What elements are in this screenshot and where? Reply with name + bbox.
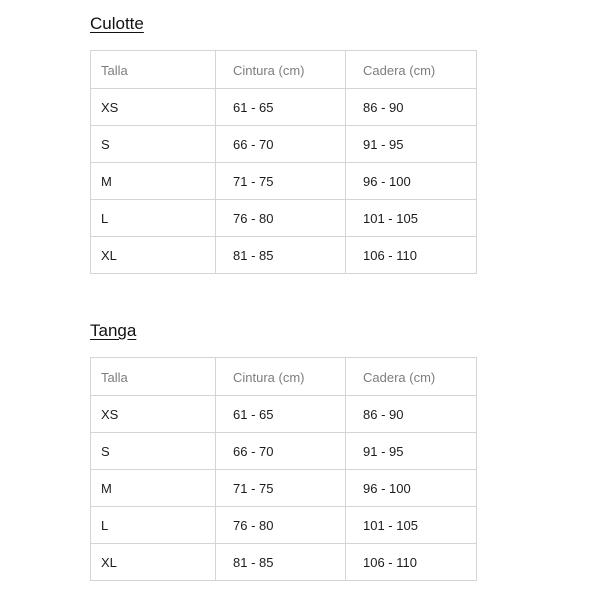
hip-cell: 96 - 100 [346, 163, 477, 200]
size-cell: S [91, 433, 216, 470]
section-culotte [90, 14, 612, 274]
waist-cell: 61 - 65 [216, 89, 346, 126]
waist-cell: 71 - 75 [216, 163, 346, 200]
column-header-cadera: Cadera (cm) [346, 51, 477, 89]
waist-cell: 71 - 75 [216, 470, 346, 507]
size-cell: XL [91, 544, 216, 581]
table-row [91, 200, 477, 237]
table-row [91, 51, 477, 89]
table-row [91, 507, 477, 544]
size-cell: XS [91, 396, 216, 433]
table-row [91, 126, 477, 163]
waist-cell: 81 - 85 [216, 237, 346, 274]
hip-cell: 106 - 110 [346, 237, 477, 274]
table-row [91, 544, 477, 581]
waist-cell: 66 - 70 [216, 126, 346, 163]
size-cell: M [91, 163, 216, 200]
hip-cell: 86 - 90 [346, 396, 477, 433]
table-row [91, 163, 477, 200]
hip-cell: 91 - 95 [346, 433, 477, 470]
size-cell: L [91, 200, 216, 237]
column-header-cintura: Cintura (cm) [216, 51, 346, 89]
size-cell: XS [91, 89, 216, 126]
section-title-tanga: Tanga [90, 321, 137, 340]
table-row [91, 396, 477, 433]
size-cell: M [91, 470, 216, 507]
size-cell: L [91, 507, 216, 544]
table-row [91, 358, 477, 396]
section-title-culotte: Culotte [90, 14, 144, 33]
waist-cell: 61 - 65 [216, 396, 346, 433]
hip-cell: 91 - 95 [346, 126, 477, 163]
column-header-talla: Talla [91, 51, 216, 89]
hip-cell: 96 - 100 [346, 470, 477, 507]
table-row [91, 89, 477, 126]
section-tanga [90, 321, 612, 581]
table-row [91, 237, 477, 274]
size-table-tanga [90, 357, 477, 581]
size-table-culotte [90, 50, 477, 274]
hip-cell: 106 - 110 [346, 544, 477, 581]
hip-cell: 101 - 105 [346, 507, 477, 544]
waist-cell: 81 - 85 [216, 544, 346, 581]
size-cell: XL [91, 237, 216, 274]
size-cell: S [91, 126, 216, 163]
waist-cell: 76 - 80 [216, 507, 346, 544]
hip-cell: 86 - 90 [346, 89, 477, 126]
waist-cell: 66 - 70 [216, 433, 346, 470]
column-header-talla: Talla [91, 358, 216, 396]
waist-cell: 76 - 80 [216, 200, 346, 237]
column-header-cadera: Cadera (cm) [346, 358, 477, 396]
hip-cell: 101 - 105 [346, 200, 477, 237]
table-row [91, 433, 477, 470]
table-header-row [91, 358, 477, 396]
column-header-cintura: Cintura (cm) [216, 358, 346, 396]
table-header-row [91, 51, 477, 89]
table-row [91, 470, 477, 507]
